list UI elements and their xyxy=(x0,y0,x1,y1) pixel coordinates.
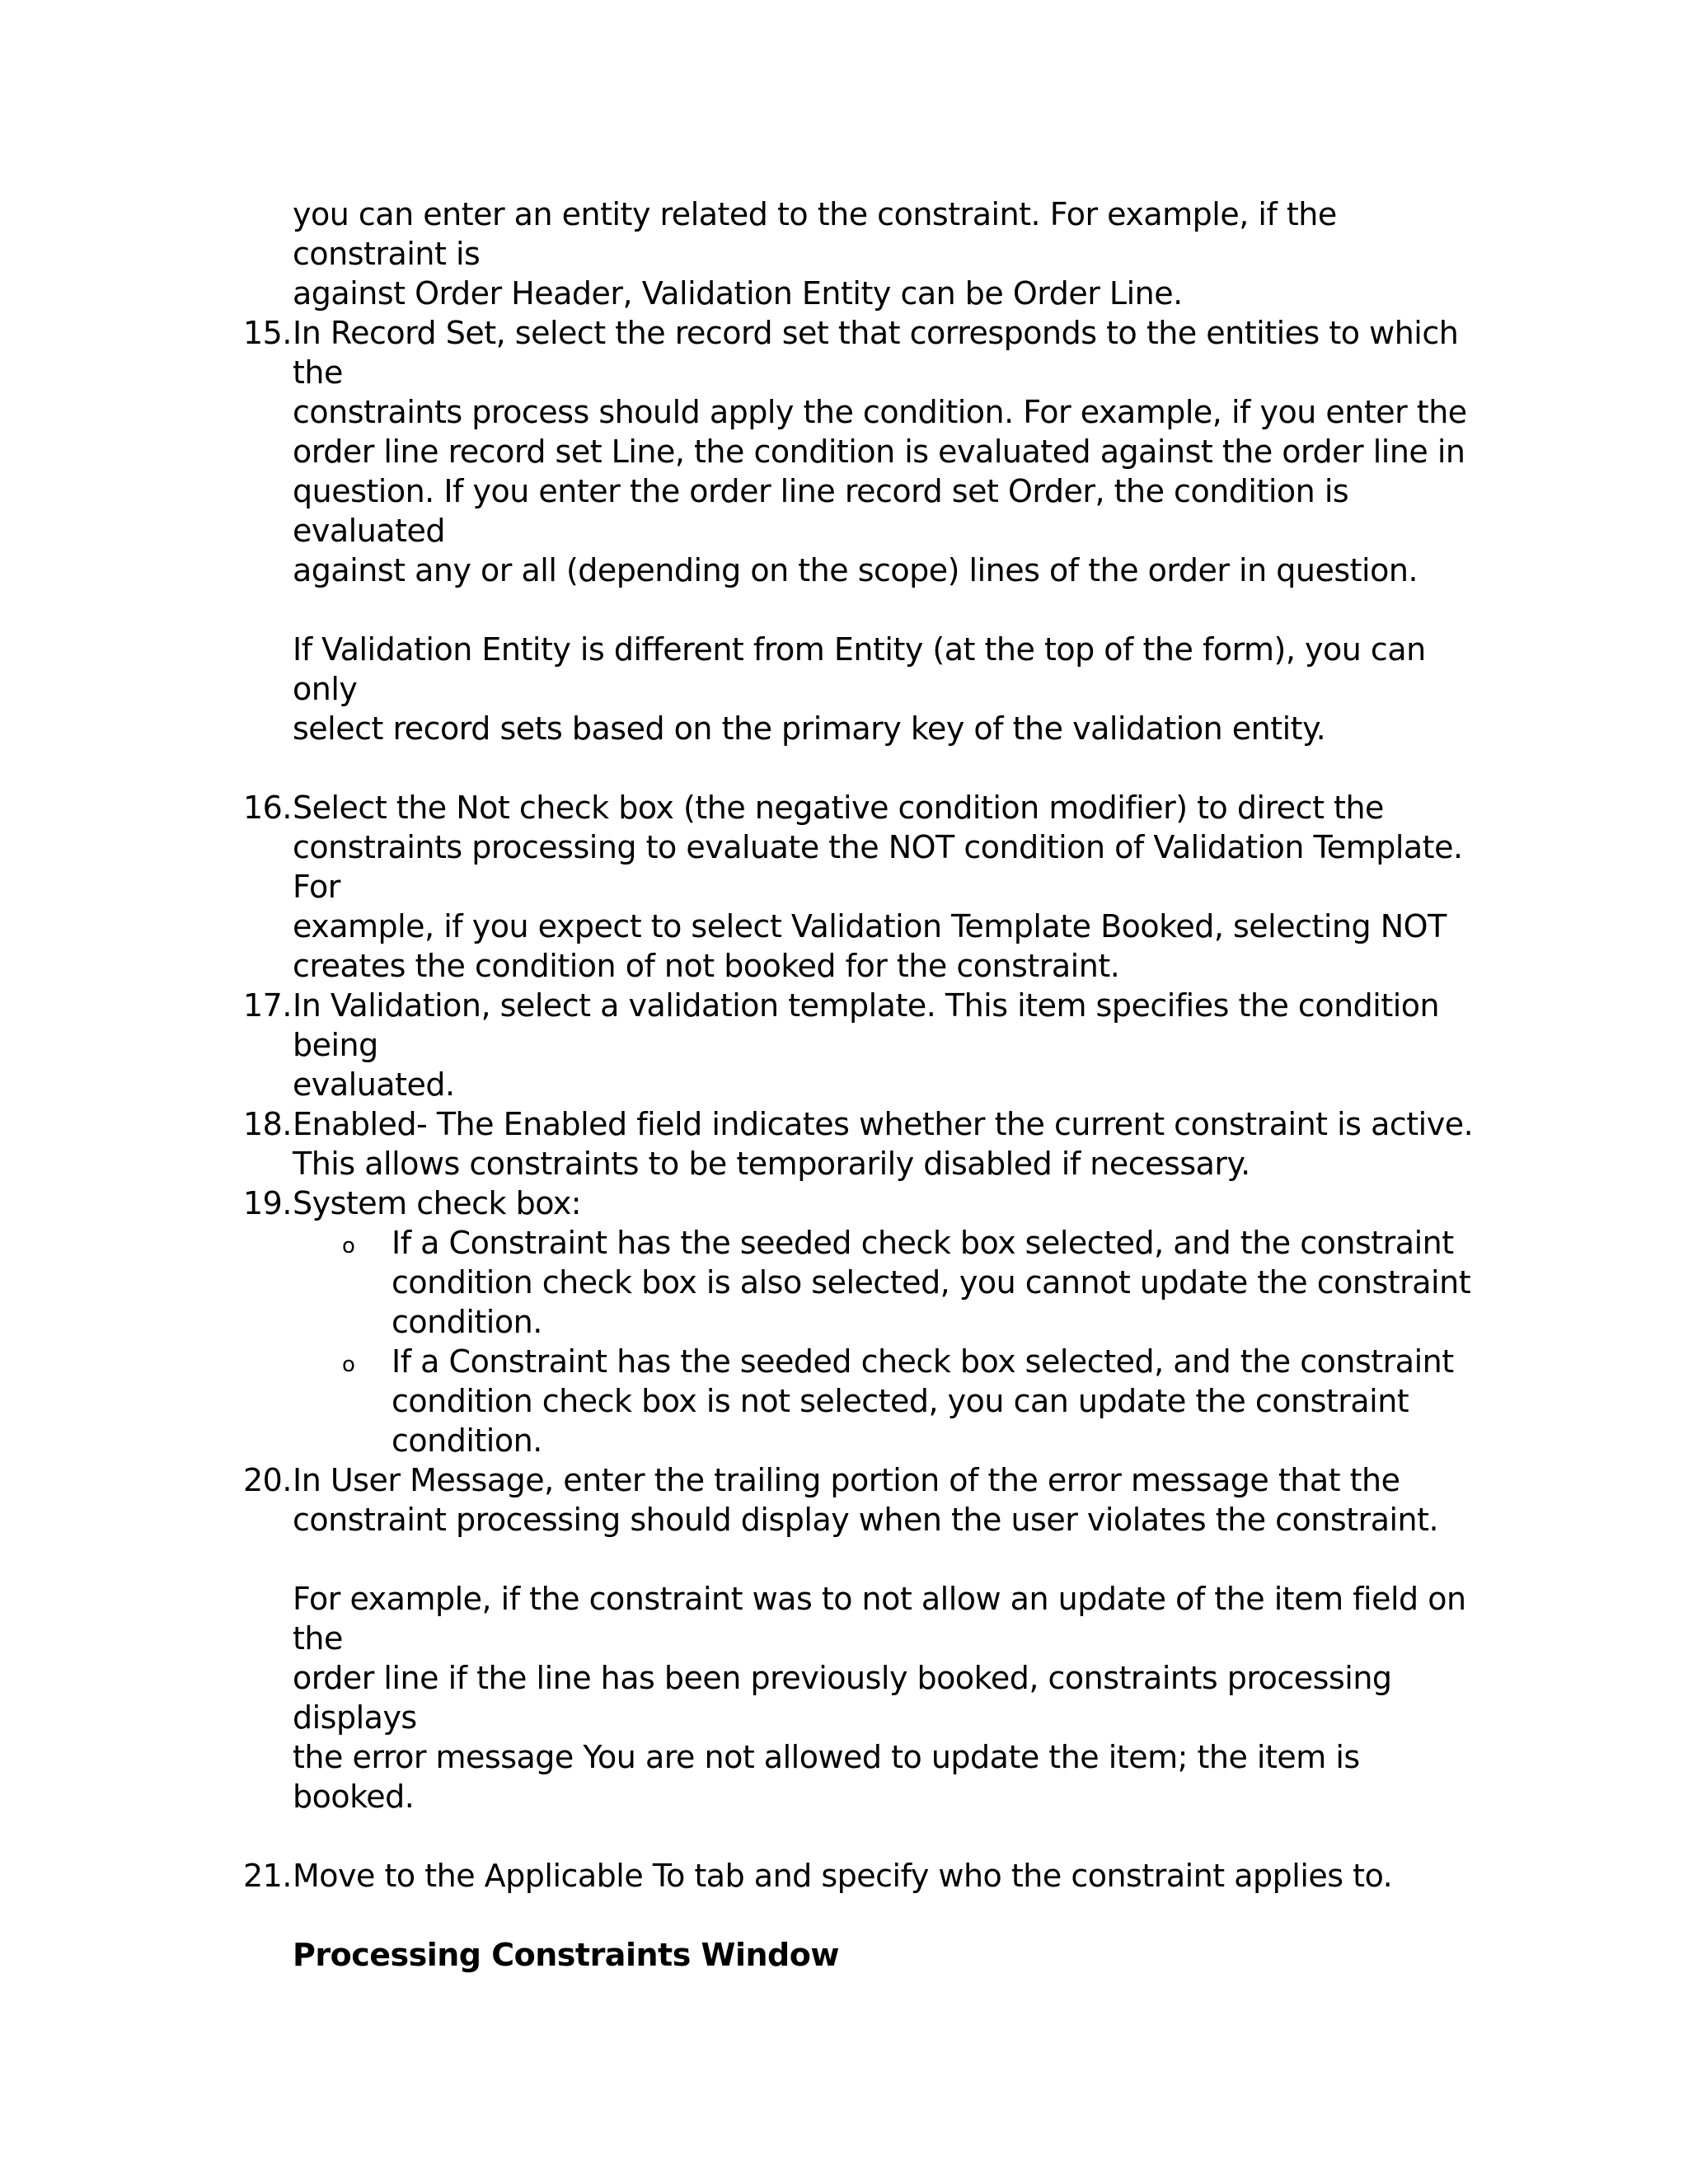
hollow-bullet-icon: o xyxy=(342,1234,355,1258)
intro-paragraph xyxy=(243,194,1479,313)
list-number: 21. xyxy=(243,1858,292,1894)
text-line: This allows constraints to be temporarily disabled if necessary. xyxy=(293,1146,1250,1182)
text-line: In Record Set, select the record set that corresponds to the entities to which the xyxy=(293,315,1459,391)
list-item-16 xyxy=(243,788,1479,986)
list-item-21 xyxy=(243,1856,1479,1896)
list-number: 19. xyxy=(243,1185,292,1221)
text-line: question. If you enter the order line record set Order, the condition is evaluated xyxy=(293,473,1349,549)
text-line: the error message You are not allowed to update the item; the item is booked. xyxy=(293,1739,1360,1815)
text-line: you can enter an entity related to the constraint. For example, if the constraint is xyxy=(293,196,1337,272)
text-line: constraints process should apply the condition. For example, if you enter the xyxy=(293,394,1467,430)
hollow-bullet-icon: o xyxy=(342,1352,355,1377)
text-line: order line record set Line, the condition is evaluated against the order line in xyxy=(293,434,1465,470)
text-line: For example, if the constraint was to not allow an update of the item field on the xyxy=(293,1581,1466,1657)
text-line: order line if the line has been previously booked, constraints processing displays xyxy=(293,1660,1392,1736)
text-line: condition. xyxy=(392,1422,542,1459)
list-item-15 xyxy=(243,313,1479,748)
spacer xyxy=(293,590,1479,630)
text-line: System check box: xyxy=(293,1185,582,1221)
text-line: Select the Not check box (the negative condition modifier) to direct the xyxy=(293,790,1384,826)
list-number: 16. xyxy=(243,790,292,826)
text-line: select record sets based on the primary key of the validation entity. xyxy=(293,710,1326,747)
text-line: If a Constraint has the seeded check box selected, and the constraint xyxy=(392,1343,1454,1380)
spacer xyxy=(243,1896,1479,1935)
list-number: 18. xyxy=(243,1106,292,1142)
text-line: condition check box is also selected, you cannot update the constraint xyxy=(392,1264,1471,1301)
text-line: If Validation Entity is different from Entity (at the top of the form), you can only xyxy=(293,631,1426,707)
list-number: 17. xyxy=(243,987,292,1024)
section-heading: Processing Constraints Window xyxy=(293,1937,839,1973)
sub-bullet-item xyxy=(243,1223,1479,1342)
text-line: Move to the Applicable To tab and specify who the constraint applies to. xyxy=(293,1858,1393,1894)
list-item-18 xyxy=(243,1104,1479,1183)
spacer xyxy=(243,1816,1479,1856)
sub-bullet-item xyxy=(243,1342,1479,1460)
text-line: against any or all (depending on the scope) lines of the order in question. xyxy=(293,552,1418,588)
text-line: condition check box is not selected, you can update the constraint xyxy=(392,1383,1409,1419)
spacer xyxy=(293,1540,1479,1579)
list-number: 15. xyxy=(243,315,292,351)
text-line: If a Constraint has the seeded check box selected, and the constraint xyxy=(392,1225,1454,1261)
text-line: In Validation, select a validation template. This item specifies the condition being xyxy=(293,987,1440,1063)
text-line: constraint processing should display when the user violates the constraint. xyxy=(293,1502,1439,1538)
text-line: creates the condition of not booked for the constraint. xyxy=(293,948,1120,984)
spacer xyxy=(243,748,1479,788)
document-body xyxy=(243,194,1479,1975)
list-number: 20. xyxy=(243,1462,292,1498)
text-line: against Order Header, Validation Entity can be Order Line. xyxy=(293,275,1183,312)
text-line: example, if you expect to select Validation Template Booked, selecting NOT xyxy=(293,908,1447,944)
text-line: constraints processing to evaluate the NOT condition of Validation Template. For xyxy=(293,829,1463,905)
text-line: evaluated. xyxy=(293,1066,455,1103)
text-line: In User Message, enter the trailing portion of the error message that the xyxy=(293,1462,1400,1498)
text-line: Enabled- The Enabled field indicates whether the current constraint is active. xyxy=(293,1106,1474,1142)
list-item-17 xyxy=(243,986,1479,1104)
list-item-20 xyxy=(243,1460,1479,1816)
list-item-19 xyxy=(243,1183,1479,1223)
text-line: condition. xyxy=(392,1304,542,1340)
